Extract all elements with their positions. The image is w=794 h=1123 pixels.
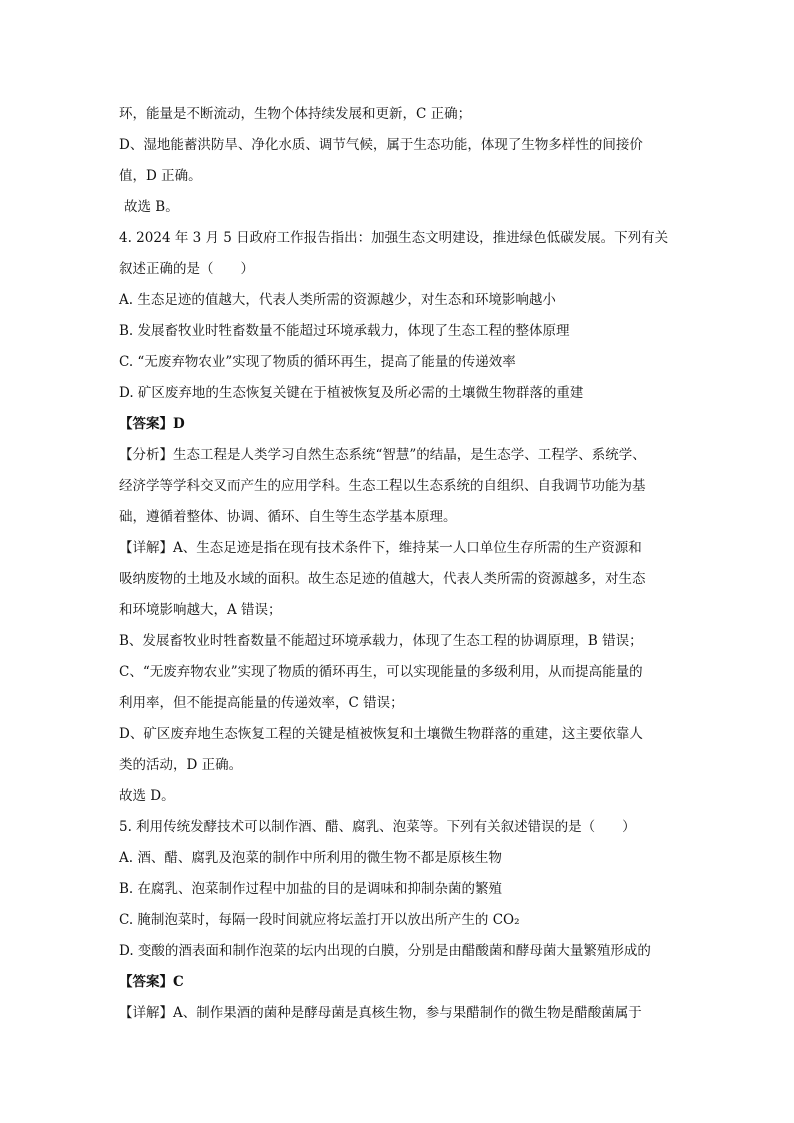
question-4-answer: 【答案】D bbox=[119, 416, 185, 432]
question-5-explanation: 【详解】A、制作果酒的菌种是酵母菌是真核生物，参与果醋制作的微生物是醋酸菌属于 bbox=[119, 1005, 642, 1021]
text-line: 故选 D。 bbox=[119, 788, 175, 804]
question-4-option-b: B. 发展畜牧业时牲畜数量不能超过环境承载力，体现了生态工程的整体原理 bbox=[119, 323, 570, 339]
question-5-stem: 5. 利用传统发酵技术可以制作酒、醋、腐乳、泡菜等。下列有关叙述错误的是（ ） bbox=[119, 819, 636, 835]
text-line: 础，遵循着整体、协调、循环、自生等生态学基本原理。 bbox=[119, 509, 457, 525]
question-4-explanation: 【详解】A、生态足迹是指在现有技术条件下，维持某一人口单位生存所需的生产资源和 bbox=[119, 540, 642, 556]
question-5-answer: 【答案】C bbox=[119, 974, 184, 990]
text-line: D、湿地能蓄洪防旱、净化水质、调节气候，属于生态功能，体现了生物多样性的间接价 bbox=[119, 137, 643, 153]
question-5-option-d: D. 变酸的酒表面和制作泡菜的坛内出现的白膜，分别是由醋酸菌和酵母菌大量繁殖形成的 bbox=[119, 943, 651, 959]
text-line: C、“无废弃物农业”实现了物质的循环再生，可以实现能量的多级利用，从而提高能量的 bbox=[119, 664, 643, 680]
question-5-option-b: B. 在腐乳、泡菜制作过程中加盐的目的是调味和抑制杂菌的繁殖 bbox=[119, 881, 503, 897]
question-5-option-a: A. 酒、醋、腐乳及泡菜的制作中所利用的微生物不都是原核生物 bbox=[119, 850, 502, 866]
text-line: 经济学等学科交叉而产生的应用学科。生态工程以生态系统的自组织、自我调节功能为基 bbox=[119, 478, 646, 494]
question-4-stem: 4. 2024 年 3 月 5 日政府工作报告指出：加强生态文明建设，推进绿色低碳发展。下列有关 bbox=[119, 230, 669, 246]
question-5-option-c: C. 腌制泡菜时，每隔一段时间就应将坛盖打开以放出所产生的 CO₂ bbox=[119, 912, 520, 928]
question-4-option-d: D. 矿区废弃地的生态恢复关键在于植被恢复及所必需的土壤微生物群落的重建 bbox=[119, 385, 584, 401]
text-line: D、矿区废弃地生态恢复工程的关键是植被恢复和土壤微生物群落的重建，这主要依靠人 bbox=[119, 726, 643, 742]
text-line: 环，能量是不断流动，生物个体持续发展和更新，C 正确； bbox=[119, 106, 472, 122]
question-4-analysis: 【分析】生态工程是人类学习自然生态系统“智慧”的结晶，是生态学、工程学、系统学、 bbox=[119, 447, 646, 463]
text-line: 类的活动，D 正确。 bbox=[119, 757, 243, 773]
question-4-option-a: A. 生态足迹的值越大，代表人类所需的资源越少，对生态和环境影响越小 bbox=[119, 292, 556, 308]
text-line: B、发展畜牧业时牲畜数量不能超过环境承载力，体现了生态工程的协调原理，B 错误； bbox=[119, 633, 643, 649]
text-line: 故选 B。 bbox=[124, 199, 179, 215]
text-line: 利用率，但不能提高能量的传递效率，C 错误； bbox=[119, 695, 404, 711]
text-line: 吸纳废物的土地及水域的面积。故生态足迹的值越大，代表人类所需的资源越多，对生态 bbox=[119, 571, 646, 587]
question-4-option-c: C. “无废弃物农业”实现了物质的循环再生，提高了能量的传递效率 bbox=[119, 354, 516, 370]
question-4-stem-cont: 叙述正确的是（ ） bbox=[119, 261, 254, 277]
text-line: 值，D 正确。 bbox=[119, 168, 202, 184]
text-line: 和环境影响越大，A 错误； bbox=[119, 602, 282, 618]
